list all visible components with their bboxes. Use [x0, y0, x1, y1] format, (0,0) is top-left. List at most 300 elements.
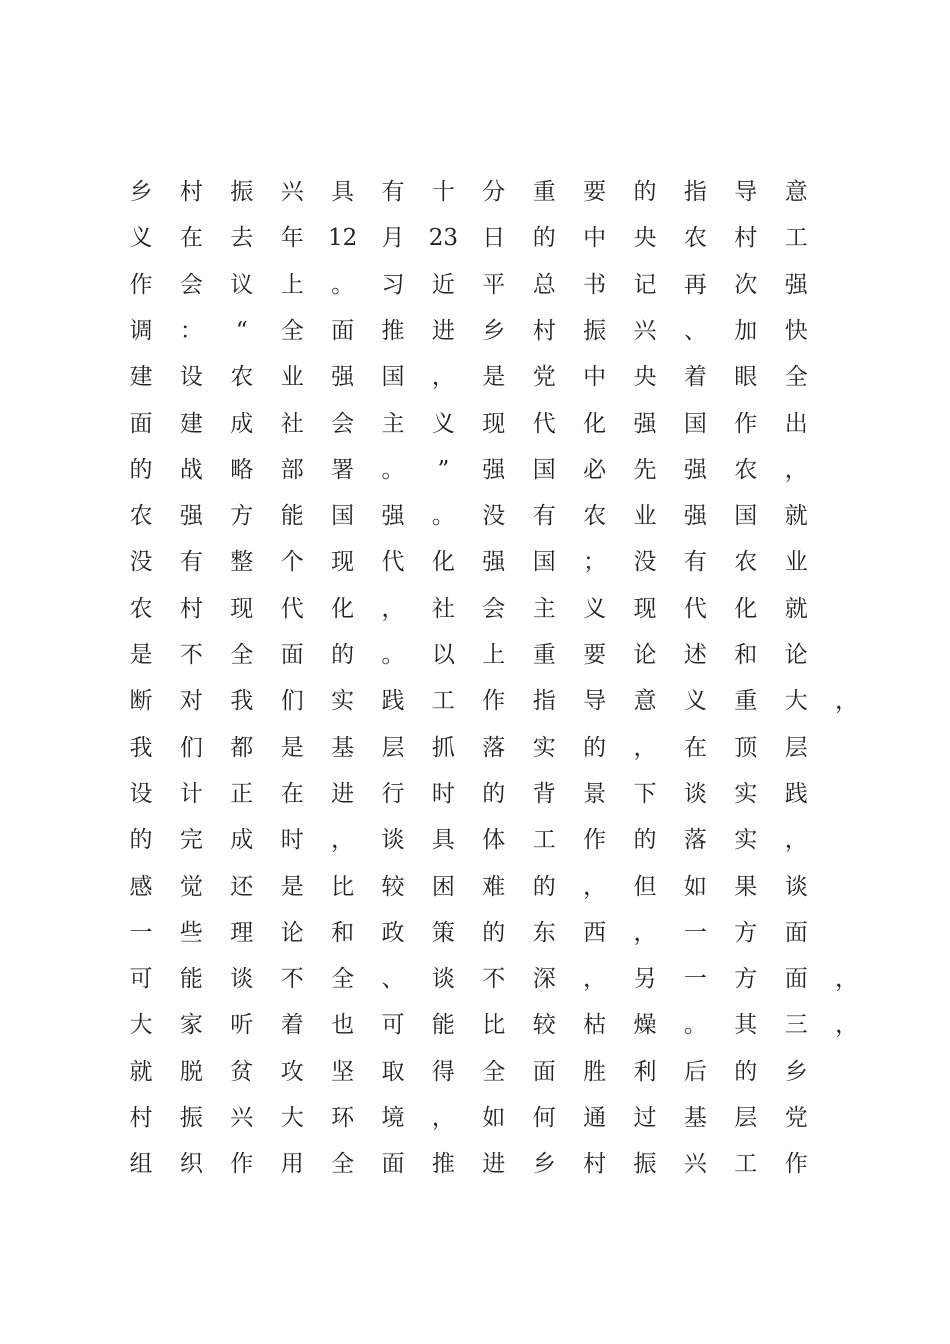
text-glyph: 强 — [381, 503, 405, 530]
text-glyph: ， — [633, 734, 657, 761]
text-glyph: 全 — [784, 364, 808, 391]
text-glyph: 近 — [431, 271, 455, 298]
text-glyph: 乡 — [129, 179, 153, 205]
text-glyph: 大 — [280, 1105, 304, 1131]
text-line — [0, 218, 950, 258]
text-glyph: 工 — [431, 688, 455, 715]
text-glyph: 以 — [431, 642, 455, 668]
text-glyph: 们 — [179, 734, 203, 761]
text-glyph: ， — [633, 919, 657, 946]
text-glyph: 着 — [280, 1012, 304, 1039]
text-glyph: 比 — [331, 873, 355, 900]
text-glyph: 强 — [179, 503, 203, 530]
text-glyph: 全 — [331, 966, 355, 993]
text-glyph: 村 — [129, 1105, 153, 1131]
text-glyph: 兴 — [230, 1105, 254, 1131]
text-glyph: 在 — [683, 734, 707, 761]
text-glyph: 下 — [633, 780, 657, 807]
text-glyph: 的 — [633, 827, 657, 854]
text-glyph: 面 — [331, 317, 355, 344]
text-glyph: 导 — [583, 688, 607, 715]
text-glyph: 村 — [734, 225, 758, 252]
text-glyph: ” — [437, 456, 450, 483]
text-glyph: 重 — [532, 642, 556, 668]
text-glyph: 的 — [532, 225, 556, 252]
text-glyph: 是 — [280, 734, 304, 761]
text-glyph: 但 — [633, 873, 657, 900]
text-glyph: 一 — [129, 919, 153, 946]
text-glyph: 顶 — [734, 734, 758, 761]
text-glyph: 层 — [784, 734, 808, 761]
text-glyph: 觉 — [179, 873, 203, 900]
text-glyph: 现 — [230, 595, 254, 622]
text-glyph: 不 — [482, 966, 506, 993]
text-glyph: 兴 — [280, 179, 304, 205]
text-glyph: 作 — [129, 271, 153, 298]
text-glyph: 重 — [734, 688, 758, 715]
text-glyph: 代 — [532, 410, 556, 437]
text-glyph: 的 — [482, 919, 506, 946]
text-glyph: 强 — [683, 503, 707, 530]
text-glyph: 就 — [784, 595, 808, 622]
text-glyph: 正 — [230, 780, 254, 807]
text-glyph: 村 — [179, 179, 203, 205]
text-glyph: 贫 — [230, 1058, 254, 1085]
text-glyph: 农 — [734, 549, 758, 576]
text-glyph: 农 — [683, 225, 707, 252]
text-glyph: 国 — [734, 503, 758, 530]
text-glyph: 断 — [129, 688, 153, 715]
text-glyph: 另 — [633, 966, 657, 993]
text-glyph: 作 — [784, 1151, 808, 1178]
text-glyph: 议 — [230, 271, 254, 298]
text-glyph: 强 — [331, 364, 355, 391]
text-glyph: 都 — [230, 734, 254, 761]
text-glyph: 实 — [532, 734, 556, 761]
text-glyph: 着 — [683, 364, 707, 391]
text-glyph: 层 — [734, 1105, 758, 1131]
text-glyph: 。 — [381, 642, 405, 668]
text-glyph: 感 — [129, 873, 153, 900]
text-glyph: 业 — [784, 549, 808, 576]
text-glyph: 不 — [179, 642, 203, 668]
text-glyph: 建 — [129, 364, 153, 391]
text-glyph: 有 — [683, 549, 707, 576]
text-glyph: 环 — [331, 1105, 355, 1131]
text-glyph: 振 — [179, 1105, 203, 1131]
text-glyph: 国 — [381, 364, 405, 391]
text-glyph: 作 — [583, 827, 607, 854]
text-glyph: 后 — [683, 1058, 707, 1085]
text-glyph: 作 — [734, 410, 758, 437]
text-glyph: 如 — [482, 1105, 506, 1131]
text-glyph: 面 — [784, 919, 808, 946]
text-glyph: 落 — [683, 827, 707, 854]
text-glyph: 们 — [280, 688, 304, 715]
text-glyph: 导 — [734, 179, 758, 205]
text-glyph: 大 — [784, 688, 808, 715]
text-glyph: 全 — [230, 642, 254, 668]
text-glyph: 现 — [331, 549, 355, 576]
text-glyph: 强 — [482, 456, 506, 483]
text-glyph: 现 — [482, 410, 506, 437]
text-glyph: 实 — [734, 827, 758, 854]
text-glyph: ， — [835, 1012, 859, 1039]
text-glyph: 深 — [532, 966, 556, 993]
text-glyph: 计 — [179, 780, 203, 807]
text-glyph: 具 — [431, 827, 455, 854]
text-glyph: ， — [431, 364, 455, 391]
text-glyph: 燥 — [633, 1012, 657, 1039]
text-glyph: 实 — [734, 780, 758, 807]
text-glyph: 是 — [482, 364, 506, 391]
text-glyph: 可 — [129, 966, 153, 993]
text-line — [0, 357, 950, 397]
text-glyph: 的 — [532, 873, 556, 900]
text-glyph: ， — [784, 456, 808, 483]
text-glyph: 具 — [331, 179, 355, 205]
text-glyph: 业 — [280, 364, 304, 391]
text-glyph: 过 — [633, 1105, 657, 1131]
text-glyph: ， — [835, 688, 859, 715]
text-glyph: ， — [835, 966, 859, 993]
text-glyph: 振 — [230, 179, 254, 205]
text-glyph: 中 — [583, 225, 607, 252]
text-line — [0, 1005, 950, 1045]
text-glyph: 指 — [683, 179, 707, 205]
text-glyph: 设 — [179, 364, 203, 391]
text-line — [0, 820, 950, 860]
text-glyph: 工 — [734, 1151, 758, 1178]
text-glyph: 。 — [431, 503, 455, 530]
text-glyph: 村 — [179, 595, 203, 622]
text-glyph: 落 — [482, 734, 506, 761]
text-glyph: ， — [331, 827, 355, 854]
text-glyph: 论 — [280, 919, 304, 946]
text-glyph: 村 — [583, 1151, 607, 1178]
text-line — [0, 496, 950, 536]
text-glyph: 村 — [532, 317, 556, 344]
text-glyph: 推 — [431, 1151, 455, 1178]
text-glyph: 有 — [179, 549, 203, 576]
text-glyph: 没 — [633, 549, 657, 576]
text-glyph: 实 — [331, 688, 355, 715]
text-glyph: 一 — [683, 966, 707, 993]
text-glyph: 乡 — [482, 317, 506, 344]
text-glyph: 中 — [583, 364, 607, 391]
text-glyph: 能 — [280, 503, 304, 530]
text-glyph: 兴 — [683, 1151, 707, 1178]
text-glyph: 会 — [179, 271, 203, 298]
text-glyph: 月 — [381, 225, 405, 252]
text-glyph: 胜 — [583, 1058, 607, 1085]
text-glyph: 成 — [230, 410, 254, 437]
text-glyph: 果 — [734, 873, 758, 900]
text-line — [0, 635, 950, 675]
text-glyph: 我 — [129, 734, 153, 761]
text-glyph: 面 — [784, 966, 808, 993]
text-glyph: 平 — [482, 271, 506, 298]
text-glyph: 农 — [129, 503, 153, 530]
text-glyph: 是 — [129, 642, 153, 668]
text-glyph: 全 — [482, 1058, 506, 1085]
text-glyph: 义 — [583, 595, 607, 622]
text-glyph: 、 — [683, 317, 707, 344]
text-glyph: 较 — [381, 873, 405, 900]
text-glyph: 的 — [331, 642, 355, 668]
text-glyph: 得 — [431, 1058, 455, 1085]
text-glyph: 代 — [280, 595, 304, 622]
text-glyph: 重 — [532, 179, 556, 205]
text-glyph: 国 — [683, 410, 707, 437]
text-glyph: 作 — [230, 1151, 254, 1178]
text-line — [0, 681, 950, 721]
text-glyph: 对 — [179, 688, 203, 715]
text-glyph: 谈 — [431, 966, 455, 993]
text-glyph: 代 — [381, 549, 405, 576]
text-line — [0, 404, 950, 444]
text-glyph: 听 — [230, 1012, 254, 1039]
text-glyph: 农 — [230, 364, 254, 391]
text-glyph: 层 — [381, 734, 405, 761]
text-glyph: 方 — [734, 966, 758, 993]
text-glyph: 的 — [129, 456, 153, 483]
text-glyph: 全 — [280, 317, 304, 344]
text-line — [0, 1052, 950, 1092]
text-glyph: 组 — [129, 1151, 153, 1178]
text-glyph: ； — [583, 549, 607, 576]
text-glyph: 社 — [431, 595, 455, 622]
text-glyph: 枯 — [583, 1012, 607, 1039]
text-glyph: 工 — [784, 225, 808, 252]
text-glyph: 我 — [230, 688, 254, 715]
text-glyph: 述 — [683, 642, 707, 668]
text-glyph: 利 — [633, 1058, 657, 1085]
text-glyph: 化 — [583, 410, 607, 437]
text-line — [0, 728, 950, 768]
text-glyph: 方 — [230, 503, 254, 530]
text-glyph: 上 — [482, 642, 506, 668]
text-line — [0, 542, 950, 582]
text-glyph: 12 — [327, 225, 358, 252]
text-glyph: 农 — [734, 456, 758, 483]
text-glyph: 坚 — [331, 1058, 355, 1085]
text-glyph: 完 — [179, 827, 203, 854]
text-glyph: 意 — [784, 179, 808, 205]
text-glyph: 意 — [633, 688, 657, 715]
text-glyph: 现 — [633, 595, 657, 622]
text-glyph: 境 — [381, 1105, 405, 1131]
text-glyph: 义 — [129, 225, 153, 252]
text-glyph: 设 — [129, 780, 153, 807]
text-glyph: 23 — [428, 225, 459, 252]
text-glyph: 三 — [784, 1012, 808, 1039]
text-glyph: 难 — [482, 873, 506, 900]
text-glyph: 分 — [482, 179, 506, 205]
text-glyph: 东 — [532, 919, 556, 946]
text-glyph: 有 — [532, 503, 556, 530]
text-glyph: 出 — [784, 410, 808, 437]
text-line — [0, 311, 950, 351]
text-line — [0, 774, 950, 814]
text-glyph: 面 — [280, 642, 304, 668]
text-glyph: 基 — [331, 734, 355, 761]
text-glyph: 社 — [280, 410, 304, 437]
text-glyph: 。 — [683, 1012, 707, 1039]
text-glyph: 化 — [431, 549, 455, 576]
text-glyph: 没 — [129, 549, 153, 576]
text-glyph: 进 — [431, 317, 455, 344]
text-glyph: 取 — [381, 1058, 405, 1085]
text-glyph: 理 — [230, 919, 254, 946]
text-glyph: ， — [784, 827, 808, 854]
text-glyph: ， — [583, 873, 607, 900]
text-glyph: 如 — [683, 873, 707, 900]
text-glyph: 用 — [280, 1151, 304, 1178]
text-glyph: 还 — [230, 873, 254, 900]
text-glyph: 振 — [583, 317, 607, 344]
text-glyph: 振 — [633, 1151, 657, 1178]
text-glyph: 时 — [431, 780, 455, 807]
text-glyph: 谈 — [683, 780, 707, 807]
text-glyph: 强 — [784, 271, 808, 298]
text-glyph: 代 — [683, 595, 707, 622]
text-glyph: 推 — [381, 317, 405, 344]
text-glyph: 国 — [532, 456, 556, 483]
text-glyph: 强 — [633, 410, 657, 437]
text-glyph: 会 — [482, 595, 506, 622]
text-glyph: 总 — [532, 271, 556, 298]
text-glyph: 的 — [734, 1058, 758, 1085]
text-glyph: 家 — [179, 1012, 203, 1039]
text-glyph: 加 — [734, 317, 758, 344]
text-glyph: 工 — [532, 827, 556, 854]
text-glyph: ， — [583, 966, 607, 993]
text-glyph: 习 — [381, 271, 405, 298]
text-glyph: 日 — [482, 225, 506, 252]
text-line — [0, 959, 950, 999]
text-glyph: 要 — [583, 179, 607, 205]
text-glyph: 比 — [482, 1012, 506, 1039]
text-glyph: 没 — [482, 503, 506, 530]
text-glyph: 有 — [381, 179, 405, 205]
text-glyph: 策 — [431, 919, 455, 946]
text-glyph: 在 — [280, 780, 304, 807]
text-glyph: 十 — [431, 179, 455, 205]
text-glyph: 上 — [280, 271, 304, 298]
text-glyph: 义 — [683, 688, 707, 715]
text-glyph: 脱 — [179, 1058, 203, 1085]
text-glyph: 些 — [179, 919, 203, 946]
text-line — [0, 450, 950, 490]
text-glyph: 主 — [381, 410, 405, 437]
text-glyph: 强 — [482, 549, 506, 576]
text-line — [0, 589, 950, 629]
text-glyph: 通 — [583, 1105, 607, 1131]
text-glyph: 年 — [280, 225, 304, 252]
text-glyph: 、 — [381, 966, 405, 993]
text-glyph: 眼 — [734, 364, 758, 391]
text-glyph: 国 — [331, 503, 355, 530]
text-glyph: 兴 — [633, 317, 657, 344]
text-glyph: 署 — [331, 456, 355, 483]
text-glyph: 先 — [633, 456, 657, 483]
text-glyph: ， — [431, 1105, 455, 1131]
text-glyph: 面 — [129, 410, 153, 437]
text-line — [0, 1098, 950, 1138]
text-glyph: 略 — [230, 456, 254, 483]
text-glyph: 。 — [381, 456, 405, 483]
text-glyph: 可 — [381, 1012, 405, 1039]
text-line — [0, 1144, 950, 1184]
text-glyph: 在 — [179, 225, 203, 252]
text-glyph: 也 — [331, 1012, 355, 1039]
text-glyph: 其 — [734, 1012, 758, 1039]
text-glyph: 是 — [280, 873, 304, 900]
text-glyph: 党 — [784, 1105, 808, 1131]
text-glyph: 论 — [784, 642, 808, 668]
text-line — [0, 913, 950, 953]
text-glyph: 乡 — [532, 1151, 556, 1178]
text-glyph: 抓 — [431, 734, 455, 761]
text-glyph: 体 — [482, 827, 506, 854]
text-glyph: 谈 — [784, 873, 808, 900]
text-glyph: 谈 — [230, 966, 254, 993]
text-glyph: 去 — [230, 225, 254, 252]
text-glyph: 央 — [633, 225, 657, 252]
text-glyph: 的 — [583, 734, 607, 761]
text-glyph: 次 — [734, 271, 758, 298]
text-glyph: 进 — [482, 1151, 506, 1178]
text-glyph: 作 — [482, 688, 506, 715]
text-glyph: 较 — [532, 1012, 556, 1039]
text-glyph: 的 — [482, 780, 506, 807]
text-glyph: 行 — [381, 780, 405, 807]
text-line — [0, 172, 950, 212]
text-glyph: 必 — [583, 456, 607, 483]
text-glyph: 强 — [683, 456, 707, 483]
text-glyph: 困 — [431, 873, 455, 900]
text-line — [0, 265, 950, 305]
text-glyph: 全 — [331, 1151, 355, 1178]
text-glyph: 的 — [633, 179, 657, 205]
text-glyph: 西 — [583, 919, 607, 946]
text-glyph: ， — [381, 595, 405, 622]
text-glyph: 成 — [230, 827, 254, 854]
text-glyph: 。 — [331, 271, 355, 298]
text-glyph: 的 — [129, 827, 153, 854]
text-glyph: “ — [235, 317, 248, 344]
text-line — [0, 867, 950, 907]
text-glyph: 化 — [734, 595, 758, 622]
text-glyph: 践 — [381, 688, 405, 715]
text-glyph: 乡 — [784, 1058, 808, 1085]
text-glyph: 记 — [633, 271, 657, 298]
text-glyph: 能 — [431, 1012, 455, 1039]
text-glyph: 攻 — [280, 1058, 304, 1085]
text-glyph: 部 — [280, 456, 304, 483]
text-glyph: 大 — [129, 1012, 153, 1039]
text-glyph: 书 — [583, 271, 607, 298]
text-glyph: 义 — [431, 410, 455, 437]
text-glyph: 指 — [532, 688, 556, 715]
text-glyph: 业 — [633, 503, 657, 530]
text-glyph: 时 — [280, 827, 304, 854]
text-glyph: 背 — [532, 780, 556, 807]
text-glyph: 不 — [280, 966, 304, 993]
text-glyph: 面 — [381, 1151, 405, 1178]
text-glyph: 再 — [683, 271, 707, 298]
